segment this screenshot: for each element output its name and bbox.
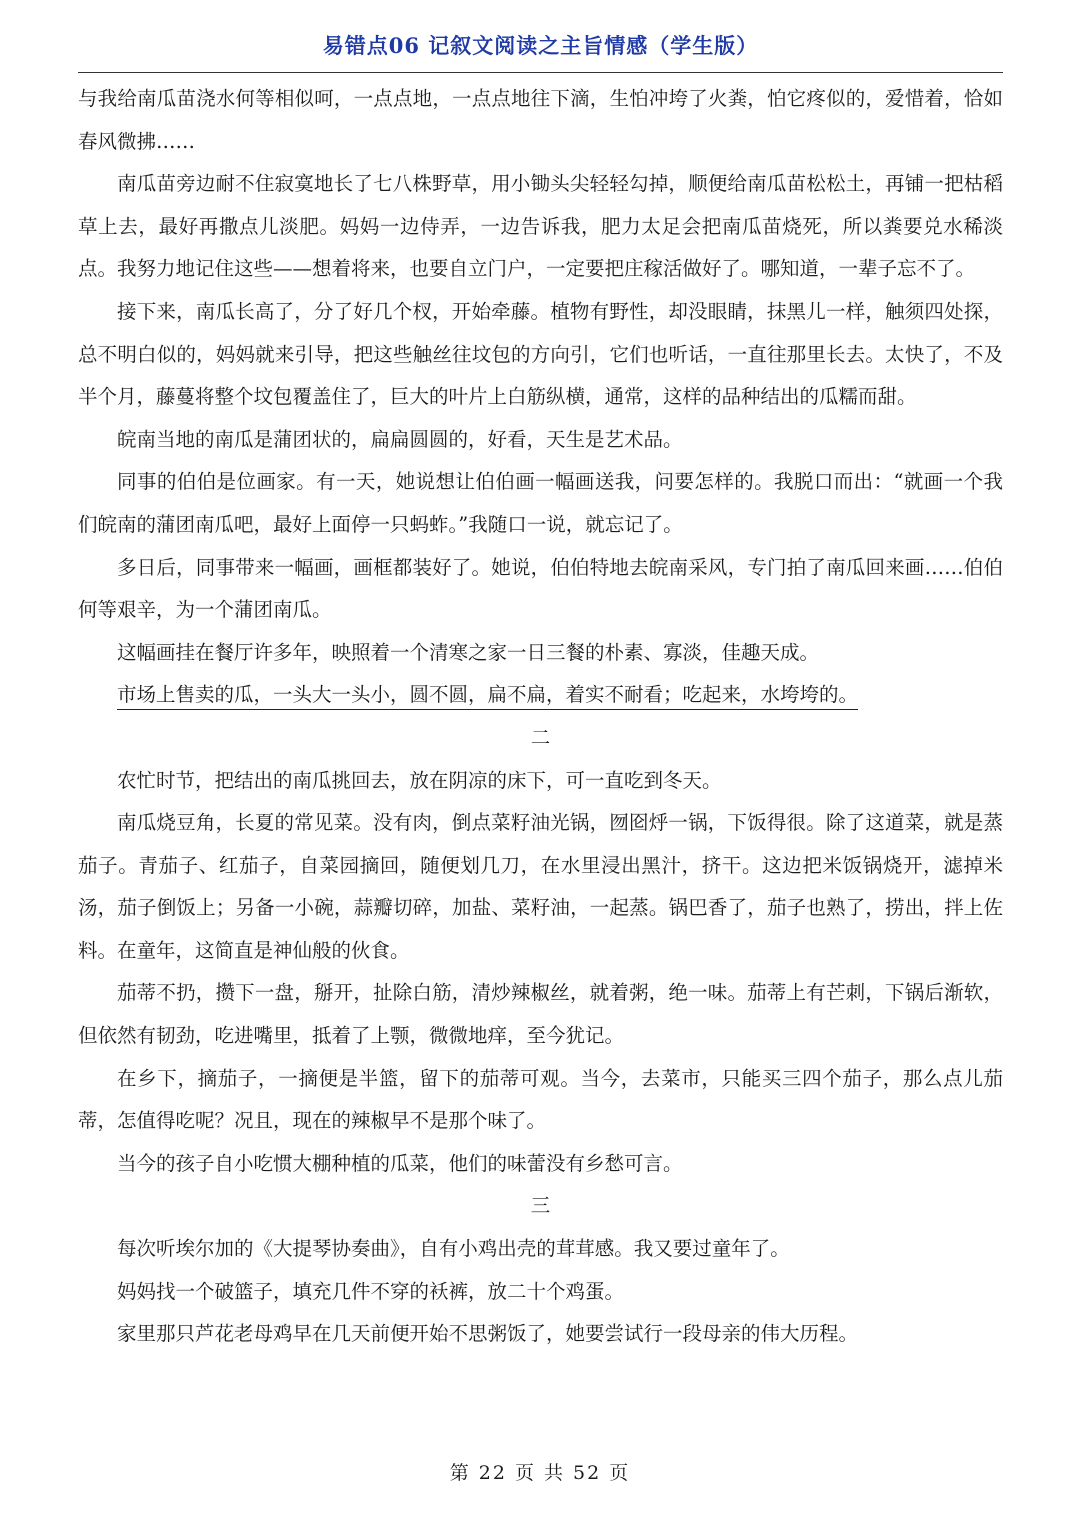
paragraph: 与我给南瓜苗浇水何等相似呵，一点点地，一点点地往下滴，生怕冲垮了火粪，怕它疼似的，爱惜着，恰如春风微拂…… — [78, 87, 1003, 153]
article-body — [78, 78, 1003, 1356]
paragraph: 每次听埃尔加的《大提琴协奏曲》，自有小鸡出壳的茸茸感。我又要过童年了。 — [117, 1237, 790, 1261]
paragraph: 在乡下，摘茄子，一摘便是半篮，留下的茄蒂可观。当今，去菜市，只能买三四个茄子，那么点儿茄蒂，怎值得吃呢？况且，现在的辣椒早不是那个味了。 — [78, 1066, 1003, 1133]
paragraph: 当今的孩子自小吃惯大棚种植的瓜菜，他们的味蕾没有乡愁可言。 — [117, 1151, 683, 1175]
paragraph: 多日后，同事带来一幅画，画框都装好了。她说，伯伯特地去皖南采风，专门拍了南瓜回来画……伯伯何等艰辛，为一个蒲团南瓜。 — [78, 555, 1003, 622]
header-divider — [78, 72, 1003, 73]
section-number: 三 — [530, 1194, 551, 1218]
paragraph: 同事的伯伯是位画家。有一天，她说想让伯伯画一幅画送我，问要怎样的。我脱口而出：“就画一个我们皖南的蒲团南瓜吧，最好上面停一只蚂蚱。”我随口一说，就忘记了。 — [78, 470, 1003, 536]
paragraph: 妈妈找一个破篮子，填充几件不穿的袄裤，放二十个鸡蛋。 — [117, 1279, 625, 1303]
paragraph: 这幅画挂在餐厅许多年，映照着一个清寒之家一日三餐的朴素、寡淡，佳趣天成。 — [117, 640, 820, 664]
page-number: 第 22 页 共 52 页 — [449, 1462, 631, 1484]
paragraph: 皖南当地的南瓜是蒲团状的，扁扁圆圆的，好看，天生是艺术品。 — [117, 427, 683, 451]
paragraph: 家里那只芦花老母鸡早在几天前便开始不思粥饭了，她要尝试行一段母亲的伟大历程。 — [117, 1322, 859, 1346]
underlined-sentence: 市场上售卖的瓜，一头大一头小，圆不圆，扁不扁，着实不耐看；吃起来，水垮垮的。 — [117, 683, 858, 710]
paragraph: 南瓜苗旁边耐不住寂寞地长了七八株野草，用小锄头尖轻轻勾掉，顺便给南瓜苗松松土，再铺一把枯稻草上去，最好再撒点儿淡肥。妈妈一边侍弄，一边告诉我，肥力太足会把南瓜苗烧死，所以粪要兑水稀淡点。我努力地记住这些——想着将来，也要自立门户，一定要把庄稼活做好了。哪知道，一辈子忘不了。 — [78, 172, 1003, 281]
paragraph: 茄蒂不扔，攒下一盘，掰开，扯除白筋，清炒辣椒丝，就着粥，绝一味。茄蒂上有芒刺，下锅后渐软，但依然有韧劲，吃进嘴里，抵着了上颚，微微地痒，至今犹记。 — [78, 981, 1003, 1048]
paragraph: 南瓜烧豆角，长夏的常见菜。没有肉，倒点菜籽油光锅，囫囵烀一锅，下饭得很。除了这道菜，就是蒸茄子。青茄子、红茄子，自菜园摘回，随便划几刀，在水里浸出黑汁，挤干。这边把米饭锅烧开，滤掉米汤，茄子倒饭上；另备一小碗，蒜瓣切碎，加盐、菜籽油，一起蒸。锅巴香了，茄子也熟了，捞出，拌上佐料。在童年，这简直是神仙般的伙食。 — [78, 811, 1003, 962]
underlined-paragraph — [78, 674, 1003, 717]
paragraph: 农忙时节，把结出的南瓜挑回去，放在阴凉的床下，可一直吃到冬天。 — [117, 768, 722, 792]
section-number: 二 — [530, 725, 551, 749]
paragraph: 接下来，南瓜长高了，分了好几个杈，开始牵藤。植物有野性，却没眼睛，抹黑儿一样，触须四处探，总不明白似的，妈妈就来引导，把这些触丝往坟包的方向引，它们也听话，一直往那里长去。太快了，不及半个月，藤蔓将整个坟包覆盖住了，巨大的叶片上白筋纵横，通常，这样的品种结出的瓜糯而甜。 — [78, 299, 1003, 409]
page-header-title: 易错点06 记叙文阅读之主旨情感（学生版） — [322, 33, 759, 58]
